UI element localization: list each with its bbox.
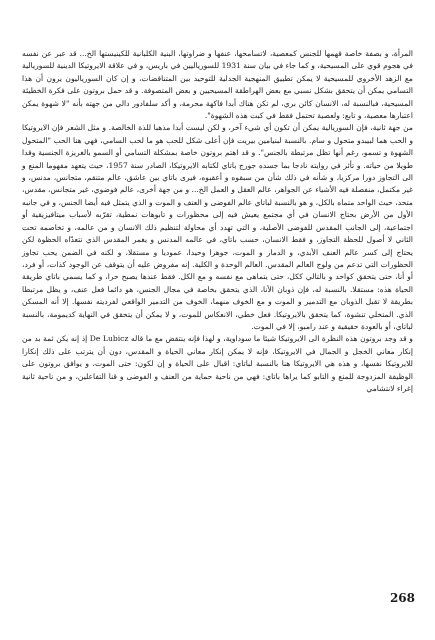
- paragraph-3: و قد وجد بروتون هذه النظرة الى الايروتيكا شيئا ما سوداوية، و لهذا فإنه ينتقض مع ما قاله De Lubicz إذ إنه يكن ثمة بد من إنكار معاني الخجل و الجمال في الايروتيكا، فإنه لا يمكن إنكار معاني الحياة و المقدس، دون أن يترتب على ذلك إنكارا للايروتيكا نفسها، و هذه هي الايروتيكا هنا بالنسبة لباتاي: اقبال على الحياة و إن لكون: حتى الموت، و يوافق بروتون على الوظيفة المزدوجة للمنع و التابو كما يراها باتاي: فهي من ناحية حماية من العنف و الفوضى و قنا التفاعلين، و من ناحية ثانية إغراء لانتشامي: [22, 334, 413, 393]
- page-number: 268: [389, 591, 415, 605]
- paragraph-1: المرأة، و بصفة خاصة قهمها للجنس كمعصية، لاتسامحها، عنفها و ضراوتها، البنية الكلبانية للكينيستها الخ... قد عبر عن نفسه في هجوم قوي على المسيحية، و كما جاء في بيان سنة 1931 للسورياليين في باريس، و في علاقة الايروتيكا الدينية للسوريالية مع الزهد الأخروي للمسيحية لا يمكن تطبيق المنهجية الجدلية للتوحيد بين المتناقضات، و إن كان السورياليون يرون أن هذا التسامي يمكن أن يتحقق بشكل نسبي مع بعض الهراطقة المسيحيين و بعض المتصوفة. و قد حمل بروتون على فكرة الخطيئة المسيحية، فبالنسبة له، الانسان كائن بري، لم تكن هناك أبدا فاكهة محرمة، و أكد سلفادور دالي من جهته بأنه "لا شهوة يمكن اعتبارها معصية، و تابع: ولعصية تحتمل فقط في كبت هذه الشهوة".: [22, 49, 413, 121]
- paragraph-2: من جهة ثانية، فإن السوريالية يمكن أن تكون أي شيء آخر، و لكن ليست أبدا مذهبا للذة الخالصة. و مثل الشعر فإن الايروتيكا و الحب هما لبيبدو متحول و سام. بالنسبة لبنيامين بيريت فإن أعلى شكل للحب هو ما لحب السامي، فهي هنا الحب "المتحول الشهوة و تسمو، رغم أنها تظل مرتبطة بالجنس". و قد اهتم بروتون خاصة بمشكلة التسامي أو السمو بالغريزة الجنسية وقدا طويلا من حياته. و تأثر في روايته نادجا بما جسده جورج باتاي لكتابه الايروتيكا، الصادر سنة 1957، حيث يتعهد مفهوما المنع و الى التجاوز دورا مركزيا، و شأنه في ذلك شأن من سبقوه و أعقبوه، فيرى باتاي بين عاشق، عالم متنقم، متجانس، مدنس، و غير مكتمل، منفصلة فيه الأشياء عن الجواهر، عالم العقل و العمل الخ... و من جهة أخرى، عالم فوضوي، غير متجانس، مقدس، متحد، حيث الواحد متماه بالكل، و هو بالنسبة لباتاي عالم الفوضى و العنف و الموت و الذي يتمثل فيه أيضا الجنس، و في جانبه الأول من الأرض بحتاج الانسان في أي مجتمع يعيش فيه إلى محظورات و تابوهات نمطية، تقرّبه لأسباب ميتافيزيقية أو اجتماعية، إلى الجانب المقدس للفوضى الأصلية، و التي تهدد أي محاولة لتنظيم ذلك الانسان و من عالمه، و تخاصمه تحت الثاني لا أصول للحظة التجاوز، و فقط الانسان، حسب باتاي، في عالمه المدنس و يغمر المقدس الذي تتعدّاه الحظوة لكن يحتاج إلى كسر عالم العنف الأبدي، و الدمار و الموت، جوهرا وحيدا، عموديا و مستقلا، و لكنه في الضمن يحب تجاوز الحظورات التي تدعم من ولوج العالم المقدس. العالم الوحدة و الكلية. إنه مفروض عليه أن يتوقف عن الوجود كذات، أو فرد، أو أنا، حتى يتحقق كواحد و بالتالي ككل، حتى يتماهى مع نفسه و مع الكل. فقط عندها يصبح حرا، و كما يسمي باتاي طريقة الحياة هذه: مستقلا. بالنسبة له، فإن ذوبان الأنا، الذي يتحقق بخاصة في مجال الجنس، هو دائما فعل عنف، و يظل مرتبطا بطريقة لا تقبل الذوبان مع التدمير و الموت و مع الخوف منهما، الخوف من التدمير الواقعي لفرديته نفسها. إلا أنه المسكن الذي. المتخلي تنشوة، كما يتحقق بالايروتيكا. فعل خطي، الانعكاس للموت، و لا يمكن أن يتحقق في النهاية كديمومة، بالنسبة لباتاي، أو بالعودة حقيقية و عند رامبو، إلا في الموت.: [22, 123, 413, 331]
- body-text: [22, 48, 413, 395]
